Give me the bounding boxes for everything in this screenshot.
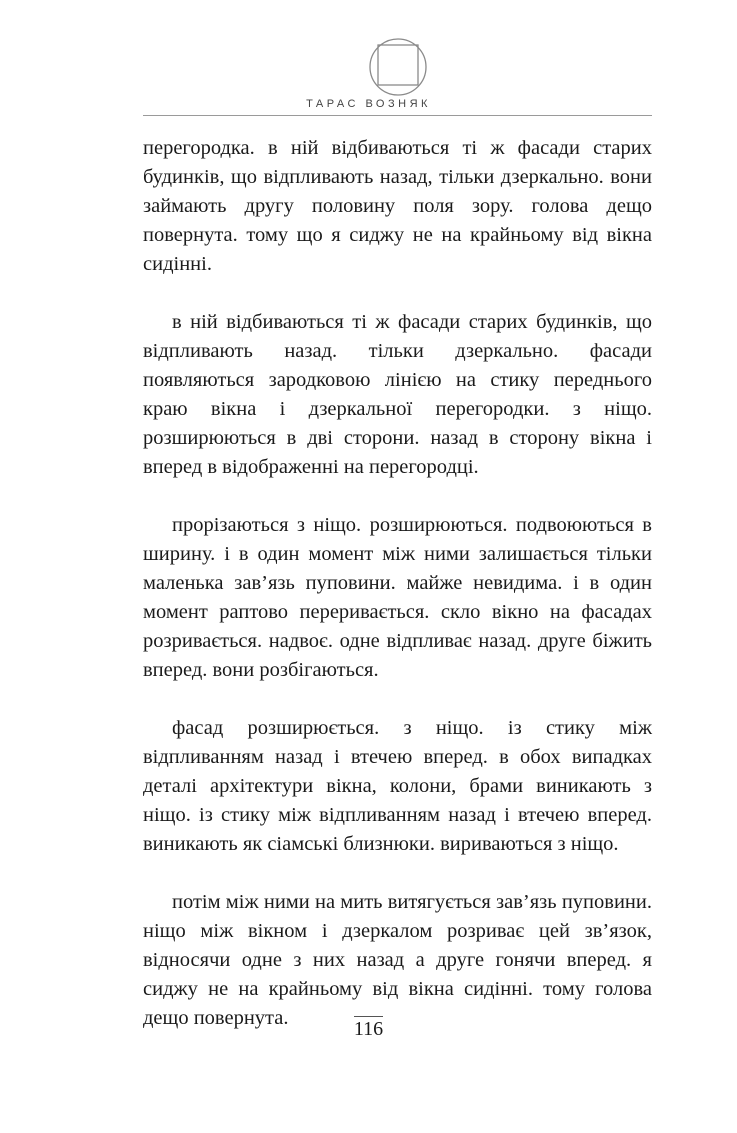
running-header-author: ТАРАС ВОЗНЯК [306,98,431,110]
header-emblem-icon [368,37,428,97]
paragraph: в ній відбиваються ті ж фасади старих будинків, що відпливають назад. тільки дзеркально. фасади появляються зародковою лінією на стику переднього краю вікна і дзеркальної перегородки. з нiщо. розширюються в дві сторони. назад в сторону вікна і вперед в відображенні на перегородці. [143,311,652,478]
paragraph: потім між ними на мить витягується зав’язь пуповини. нiщо між вікном і дзеркалом розриває цей зв’язок, відносячи одне з них назад а друге гонячи вперед. я сиджу не на крайньому від вікна сидінні. тому голова дещо повернута. [143,891,652,1029]
page-number: 116 [353,1018,384,1040]
paragraph: фасад розширюється. з нiщо. із стику між відпливанням назад і втечею вперед. в обох випадках деталі архітектури вікна, колони, брами виникають з нiщо. із стику між відпливанням назад і втечею вперед. виникають як сіамські близнюки. вириваються з нiщо. [143,717,652,855]
page-number-container [0,1016,737,1041]
paragraph: прорізаються з нiщо. розширюються. подвоюються в ширину. і в один момент між ними залишається тільки маленька зав’язь пуповини. майже невидима. і в один момент раптово переривається. скло вікно на фасадах розривається. надвоє. одне відпливає назад. друге біжить вперед. вони розбігаються. [143,514,652,681]
page-body [143,134,652,1062]
header-divider [143,115,652,116]
paragraph: перегородка. в ній відбиваються ті ж фасади старих будинків, що відпливають назад, тільки дзеркально. вони займають другу половину поля зору. голова дещо повернута. тому що я сиджу не на крайньому від вікна сидінні. [143,137,652,275]
